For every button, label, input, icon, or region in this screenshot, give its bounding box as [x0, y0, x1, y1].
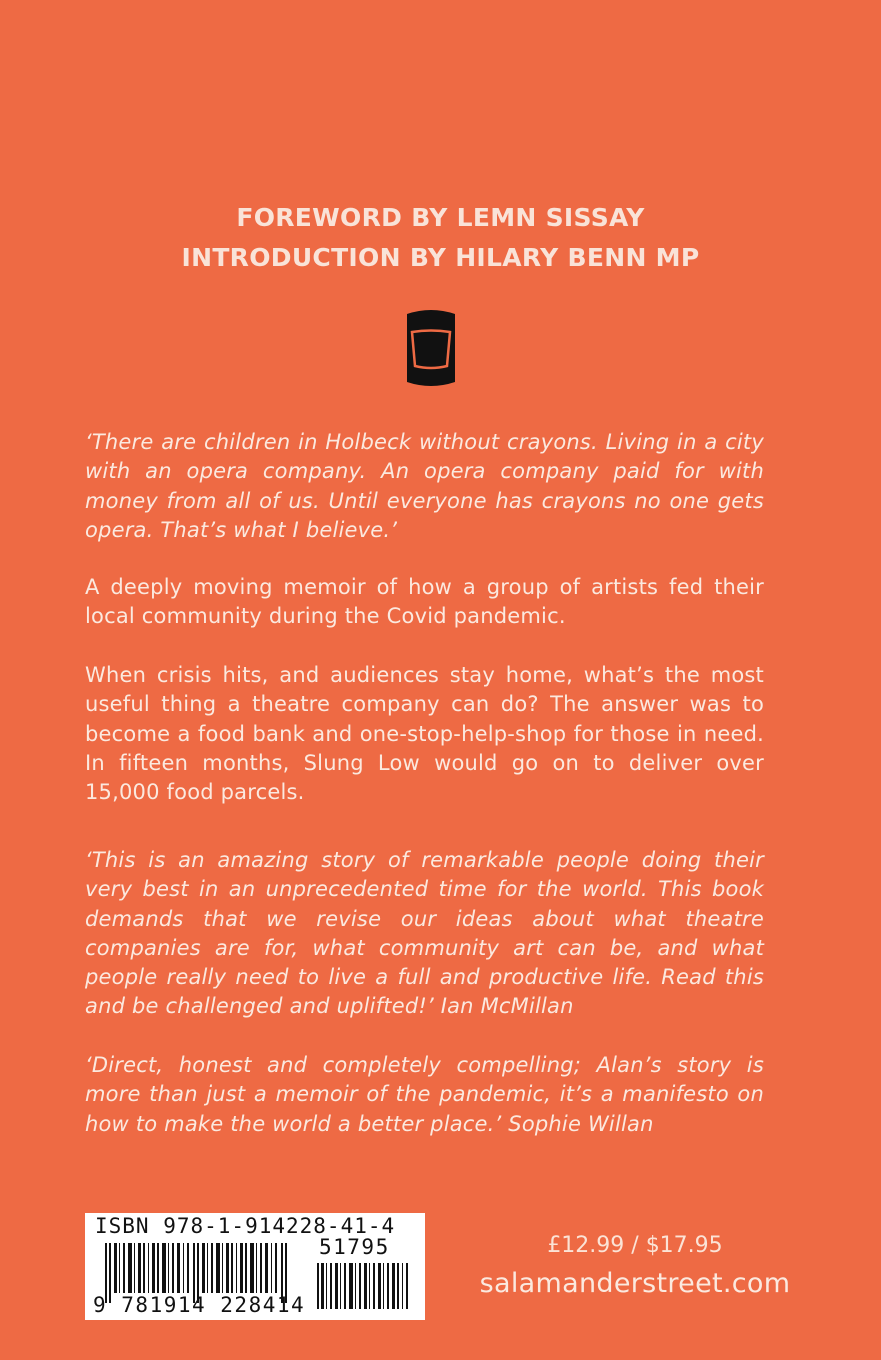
isbn-digits: 9 781914 228414 [93, 1293, 306, 1317]
description-paragraph: A deeply moving memoir of how a group of artists fed their local community during the Covid pandemic. [85, 575, 764, 629]
story-paragraph: When crisis hits, and audiences stay home, what’s the most useful thing a theatre company can do? The answer was to become a food bank and one-stop-help-shop for those in need. In fifteen months, Slung Low would go on to deliver over 15,000 food parcels. [85, 663, 764, 805]
opening-quote: ‘There are children in Holbeck without crayons. Living in a city with an opera company. An opera company paid for with money from all of us. Until everyone has crayons no one gets opera. That’s what I believe.’ [85, 430, 764, 542]
publisher-website: salamanderstreet.com [479, 1268, 791, 1299]
isbn-barcode [85, 1213, 425, 1320]
isbn-text: ISBN 978-1-914228-41-4 [95, 1214, 396, 1238]
price-label: £12.99 / $17.95 [547, 1233, 723, 1258]
price-code: 51795 [319, 1235, 390, 1259]
review-quote-willan: ‘Direct, honest and completely compelling; Alan’s story is more than just a memoir of the pandemic, it’s a manifesto on how to make the world a better place.’ Sophie Willan [85, 1053, 764, 1136]
tin-can-icon [404, 308, 458, 388]
review-quote-mcmillan: ‘This is an amazing story of remarkable people doing their very best in an unprecedented time for the world. This book demands that we revise our ideas about what theatre companies are for, what community art can be, and what people really need to live a full and productive life. Read this and be challenged and uplifted!’ Ian McMillan [85, 848, 764, 1019]
price-barcode-bars [317, 1263, 417, 1309]
foreword-credit: FOREWORD BY LEMN SISSAY [236, 203, 645, 232]
introduction-credit: INTRODUCTION BY HILARY BENN MP [181, 243, 700, 272]
credits [0, 198, 881, 278]
